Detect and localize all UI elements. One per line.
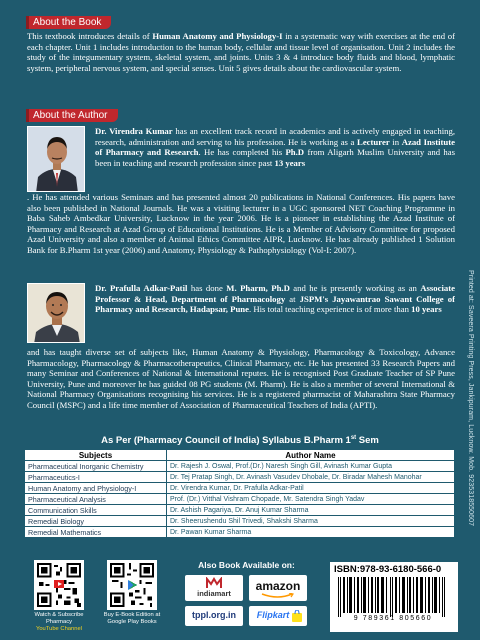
author1-bio-continued: . He has attended various Seminars and has presented almost 20 publications in National Conferences. His papers have also been published in National Journals. He was a visiting lecturer in a UGC sponsored NET Coaching Programme in Baba Saheb Ambedkar University, Lucknow in the year 2006. He is a pioneer in establishing the Azad Institute of Pharmacy and Research at Azad Group of Educational Institutions. He is a Member of Advisory Committee for proposed Azad University and also a member of Animal Ethics Committee AIPR, Lucknow. He has already published 1 Solution Bank for B.Pharm 1st year (2006) and Anatomy, Physiology & Pathophysiology (Vol-I: 2007). [27,192,455,255]
flipkart-bag-icon [292,610,302,622]
author-cell: Dr. Ashish Pagariya, Dr. Anuj Kumar Sharma [167,505,455,516]
youtube-qr-code[interactable] [34,560,84,610]
author-cell: Dr. Rajesh J. Oswal, Prof.(Dr.) Naresh Singh Gill, Avinash Kumar Gupta [167,461,455,472]
syllabus-table [24,449,455,538]
table-row [25,483,455,494]
subject-cell: Pharmaceutical Inorganic Chemistry [25,461,167,472]
author-cell: Dr. Pawan Kumar Sharma [167,527,455,538]
author-cell: Dr. Tej Pratap Singh, Dr. Avinash Vasudev Dhobale, Dr. Biradar Mahesh Manohar [167,472,455,483]
author-photo-prafulla-adkar-patil [27,283,85,343]
author2-bio-continued: and has taught diverse set of subjects like, Human Anatomy & Physiology, Pharmacology & Toxicology, Advance Pharmacology, Pharmacology & Pharmacotherapeutics, Clinical Pharmacy, etc. He has presented 33 Research Papers and many Seminar and Conferences of National & International reputes. He is recognised Post Graduate Teacher of SP Pune University, Pune and moreover he has guided 08 PG students (M. Pharm). He is also a member of several International & National Pharmacy Organisations recognising his services. He is a registered pharmacist of Maharashtra State Pharmacy Council (MSPC) and a life time member of Association of Pharmaceutical Teachers of India (APTI). [27,347,455,410]
isbn-number: ISBN:978-93-6180-566-0 [334,564,442,575]
about-book-text: This textbook introduces details of Human Anatomy and Physiology-I in a systematic way with exercises at the end of each chapter. Unit 1 includes introduction to the human body, cellular and tissue level of organisation. Unit 2 includes the study of the integumentary system, skeletal system, and joints. Units 3 & 4 introduce body fluids and blood, lymphatic system, peripheral nervous system, and special senses. Unit 5 gives details about the cardiovascular system. [27,31,455,73]
youtube-qr-caption: Watch & Subscribe Pharmacy YouTube Channel [34,612,84,632]
author-photo-virendra-kumar [27,126,85,192]
author2-bio: Dr. Prafulla Adkar-Patil has done M. Pharm, Ph.D and he is presently working as an Associate Professor & Head, Department of Pharmacology at JSPM's Jayawantrao Sawant College of Pharmacy and Research, Hadapsar, Pune. His total teaching experience is of more than 10 years [95,283,455,315]
tppl-label: tppl.org.in [192,610,236,620]
flipkart-link[interactable] [249,606,307,626]
about-author-heading: About the Author [27,109,118,122]
printer-note: Printed at: Saveera Printing Press, Jankipuram, Lucknow. Mob. 9235318550607 [467,270,474,527]
tppl-link[interactable] [185,606,243,626]
bottom-strip [0,560,480,640]
column-header-subjects: Subjects [25,450,167,461]
author-cell: Prof. (Dr.) Vitthal Vishram Chopade, Mr. Satendra Singh Yadav [167,494,455,505]
flipkart-label: Flipkart [256,610,290,620]
table-header-row [25,450,455,461]
subject-cell: Remedial Biology [25,516,167,527]
column-header-author-name: Author Name [167,450,455,461]
indiamart-label: indiamart [197,589,231,598]
author-cell: Dr. Sheerushendu Shil Trivedi, Shakshi Sharma [167,516,455,527]
barcode-digits: 9 789361 805660 [334,615,452,622]
amazon-link[interactable] [249,575,307,601]
about-book-heading: About the Book [27,16,111,29]
store-availability [181,560,312,634]
table-row [25,461,455,472]
amazon-label: amazon [255,579,301,593]
table-row [25,527,455,538]
subject-cell: Remedial Mathematics [25,527,167,538]
google-play-qr-caption: Buy E-Book Edition at Google Play Books [103,612,161,625]
indiamart-link[interactable] [185,575,243,601]
indiamart-logo-icon [206,577,222,589]
table-row [25,494,455,505]
author-cell: Dr. Virendra Kumar, Dr. Prafulla Adkar-Patil [167,483,455,494]
subject-cell: Pharmaceutical Analysis [25,494,167,505]
amazon-smile-icon [261,593,295,599]
subject-cell: Human Anatomy and Physiology-I [25,483,167,494]
subject-cell: Communication Skills [25,505,167,516]
author1-bio: Dr. Virendra Kumar has an excellent track record in academics and is actively engaged in teaching, research, administration and serving to his profession. He is working as a Lecturer in Azad Institute of Pharmacy and Research. He has completed his Ph.D from Aligarh Muslim University and has been in teaching and research profession since past 13 years [95,126,455,168]
google-play-qr-code[interactable] [107,560,157,610]
table-row [25,472,455,483]
subject-cell: Pharmaceutics-I [25,472,167,483]
syllabus-title: As Per (Pharmacy Council of India) Syllabus B.Pharm 1st Sem [101,435,379,447]
table-row [25,505,455,516]
table-row [25,516,455,527]
availability-title: Also Book Available on: [198,560,295,570]
isbn-barcode-block [330,562,458,632]
